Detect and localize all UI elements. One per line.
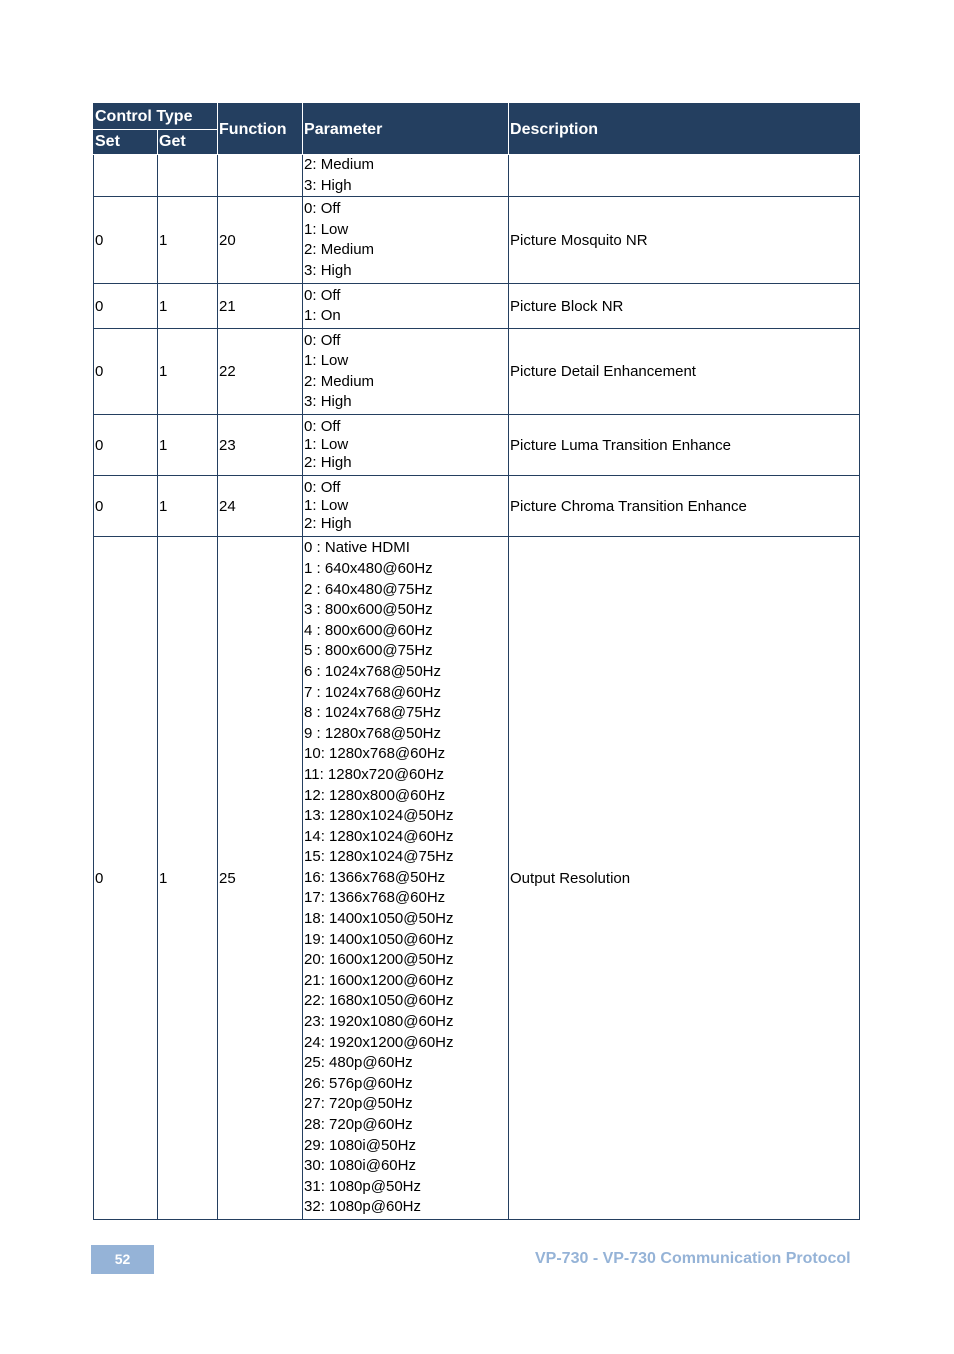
- table-row: [94, 197, 860, 284]
- parameter-option: 13: 1280x1024@50Hz: [304, 807, 454, 825]
- cell-get: 1: [158, 284, 218, 329]
- protocol-table: [93, 103, 860, 1220]
- parameter-option: 21: 1600x1200@60Hz: [304, 971, 454, 989]
- cell-function: 23: [218, 415, 303, 476]
- cell-get: 1: [158, 476, 218, 537]
- cell-set: 0: [94, 329, 158, 415]
- parameter-option: 2: High: [304, 454, 352, 472]
- cell-function: [218, 155, 303, 197]
- header-control-type: Control Type: [94, 104, 218, 130]
- table-row: [94, 415, 860, 476]
- parameter-option: 2: High: [304, 515, 352, 533]
- parameter-option: 30: 1080i@60Hz: [304, 1157, 416, 1175]
- cell-function: 25: [218, 537, 303, 1220]
- parameter-option: 1: Low: [304, 497, 349, 515]
- parameter-option: 0: Off: [304, 286, 341, 304]
- table-row: [94, 476, 860, 537]
- cell-set: 0: [94, 537, 158, 1220]
- cell-get: 1: [158, 329, 218, 415]
- parameter-option: 5 : 800x600@75Hz: [304, 642, 433, 660]
- cell-description: Picture Chroma Transition Enhance: [509, 476, 860, 537]
- table-body: [94, 155, 860, 1220]
- parameter-option: 2: Medium: [304, 372, 375, 390]
- parameter-option: 25: 480p@60Hz: [304, 1054, 413, 1072]
- table-row: [94, 155, 860, 197]
- header-description: Description: [509, 104, 860, 155]
- parameter-option: 14: 1280x1024@60Hz: [304, 827, 454, 845]
- cell-description: Output Resolution: [509, 537, 860, 1220]
- parameter-option: 7 : 1024x768@60Hz: [304, 683, 442, 701]
- cell-parameter: [303, 284, 509, 329]
- header-set: Set: [94, 130, 158, 155]
- parameter-option: 2: Medium: [304, 241, 375, 259]
- parameter-option: 1 : 640x480@60Hz: [304, 559, 433, 577]
- parameter-option: 0 : Native HDMI: [304, 539, 410, 557]
- cell-description: Picture Luma Transition Enhance: [509, 415, 860, 476]
- cell-function: 20: [218, 197, 303, 284]
- parameter-option: 19: 1400x1050@60Hz: [304, 930, 454, 948]
- parameter-option: 18: 1400x1050@50Hz: [304, 910, 454, 928]
- parameter-option: 10: 1280x768@60Hz: [304, 745, 446, 763]
- cell-get: 1: [158, 197, 218, 284]
- cell-set: 0: [94, 284, 158, 329]
- cell-function: 21: [218, 284, 303, 329]
- parameter-option: 1: Low: [304, 220, 349, 238]
- parameter-option: 2 : 640x480@75Hz: [304, 580, 433, 598]
- parameter-option: 20: 1600x1200@50Hz: [304, 951, 454, 969]
- parameter-option: 0: Off: [304, 417, 341, 435]
- page-number: 52: [91, 1245, 154, 1274]
- header-parameter: Parameter: [303, 104, 509, 155]
- cell-parameter: [303, 415, 509, 476]
- cell-function: 22: [218, 329, 303, 415]
- parameter-option: 1: On: [304, 307, 341, 325]
- cell-parameter: [303, 155, 509, 197]
- cell-description: Picture Detail Enhancement: [509, 329, 860, 415]
- cell-function: 24: [218, 476, 303, 537]
- parameter-option: 8 : 1024x768@75Hz: [304, 704, 442, 722]
- cell-parameter: [303, 537, 509, 1220]
- parameter-option: 28: 720p@60Hz: [304, 1116, 413, 1134]
- table-row: [94, 537, 860, 1220]
- parameter-option: 1: Low: [304, 436, 349, 454]
- parameter-option: 17: 1366x768@60Hz: [304, 889, 446, 907]
- cell-set: 0: [94, 476, 158, 537]
- cell-parameter: [303, 197, 509, 284]
- header-get: Get: [158, 130, 218, 155]
- cell-set: 0: [94, 197, 158, 284]
- parameter-option: 2: Medium: [304, 156, 375, 173]
- parameter-option: 0: Off: [304, 331, 341, 349]
- parameter-option: 3: High: [304, 176, 352, 194]
- parameter-option: 1: Low: [304, 352, 349, 370]
- parameter-option: 22: 1680x1050@60Hz: [304, 992, 454, 1010]
- cell-get: 1: [158, 415, 218, 476]
- cell-parameter: [303, 329, 509, 415]
- parameter-option: 32: 1080p@60Hz: [304, 1198, 421, 1216]
- header-function: Function: [218, 104, 303, 155]
- parameter-option: 0: Off: [304, 478, 341, 496]
- table-row: [94, 284, 860, 329]
- parameter-option: 16: 1366x768@50Hz: [304, 868, 446, 886]
- parameter-option: 15: 1280x1024@75Hz: [304, 848, 454, 866]
- cell-get: [158, 155, 218, 197]
- cell-parameter: [303, 476, 509, 537]
- parameter-option: 23: 1920x1080@60Hz: [304, 1013, 454, 1031]
- cell-description: Picture Mosquito NR: [509, 197, 860, 284]
- parameter-option: 6 : 1024x768@50Hz: [304, 662, 442, 680]
- parameter-option: 27: 720p@50Hz: [304, 1095, 413, 1113]
- cell-description: Picture Block NR: [509, 284, 860, 329]
- parameter-option: 3 : 800x600@50Hz: [304, 601, 433, 619]
- parameter-option: 4 : 800x600@60Hz: [304, 621, 433, 639]
- table-row: [94, 329, 860, 415]
- parameter-option: 31: 1080p@50Hz: [304, 1177, 421, 1195]
- cell-set: [94, 155, 158, 197]
- cell-description: [509, 155, 860, 197]
- parameter-option: 12: 1280x800@60Hz: [304, 786, 446, 804]
- parameter-option: 3: High: [304, 393, 352, 411]
- parameter-option: 11: 1280x720@60Hz: [304, 765, 445, 783]
- cell-set: 0: [94, 415, 158, 476]
- parameter-option: 3: High: [304, 261, 352, 279]
- parameter-option: 24: 1920x1200@60Hz: [304, 1033, 454, 1051]
- footer-title: VP-730 - VP-730 Communication Protocol: [535, 1250, 851, 1267]
- parameter-option: 26: 576p@60Hz: [304, 1074, 413, 1092]
- parameter-option: 9 : 1280x768@50Hz: [304, 724, 442, 742]
- cell-get: 1: [158, 537, 218, 1220]
- parameter-option: 29: 1080i@50Hz: [304, 1136, 416, 1154]
- parameter-option: 0: Off: [304, 200, 341, 217]
